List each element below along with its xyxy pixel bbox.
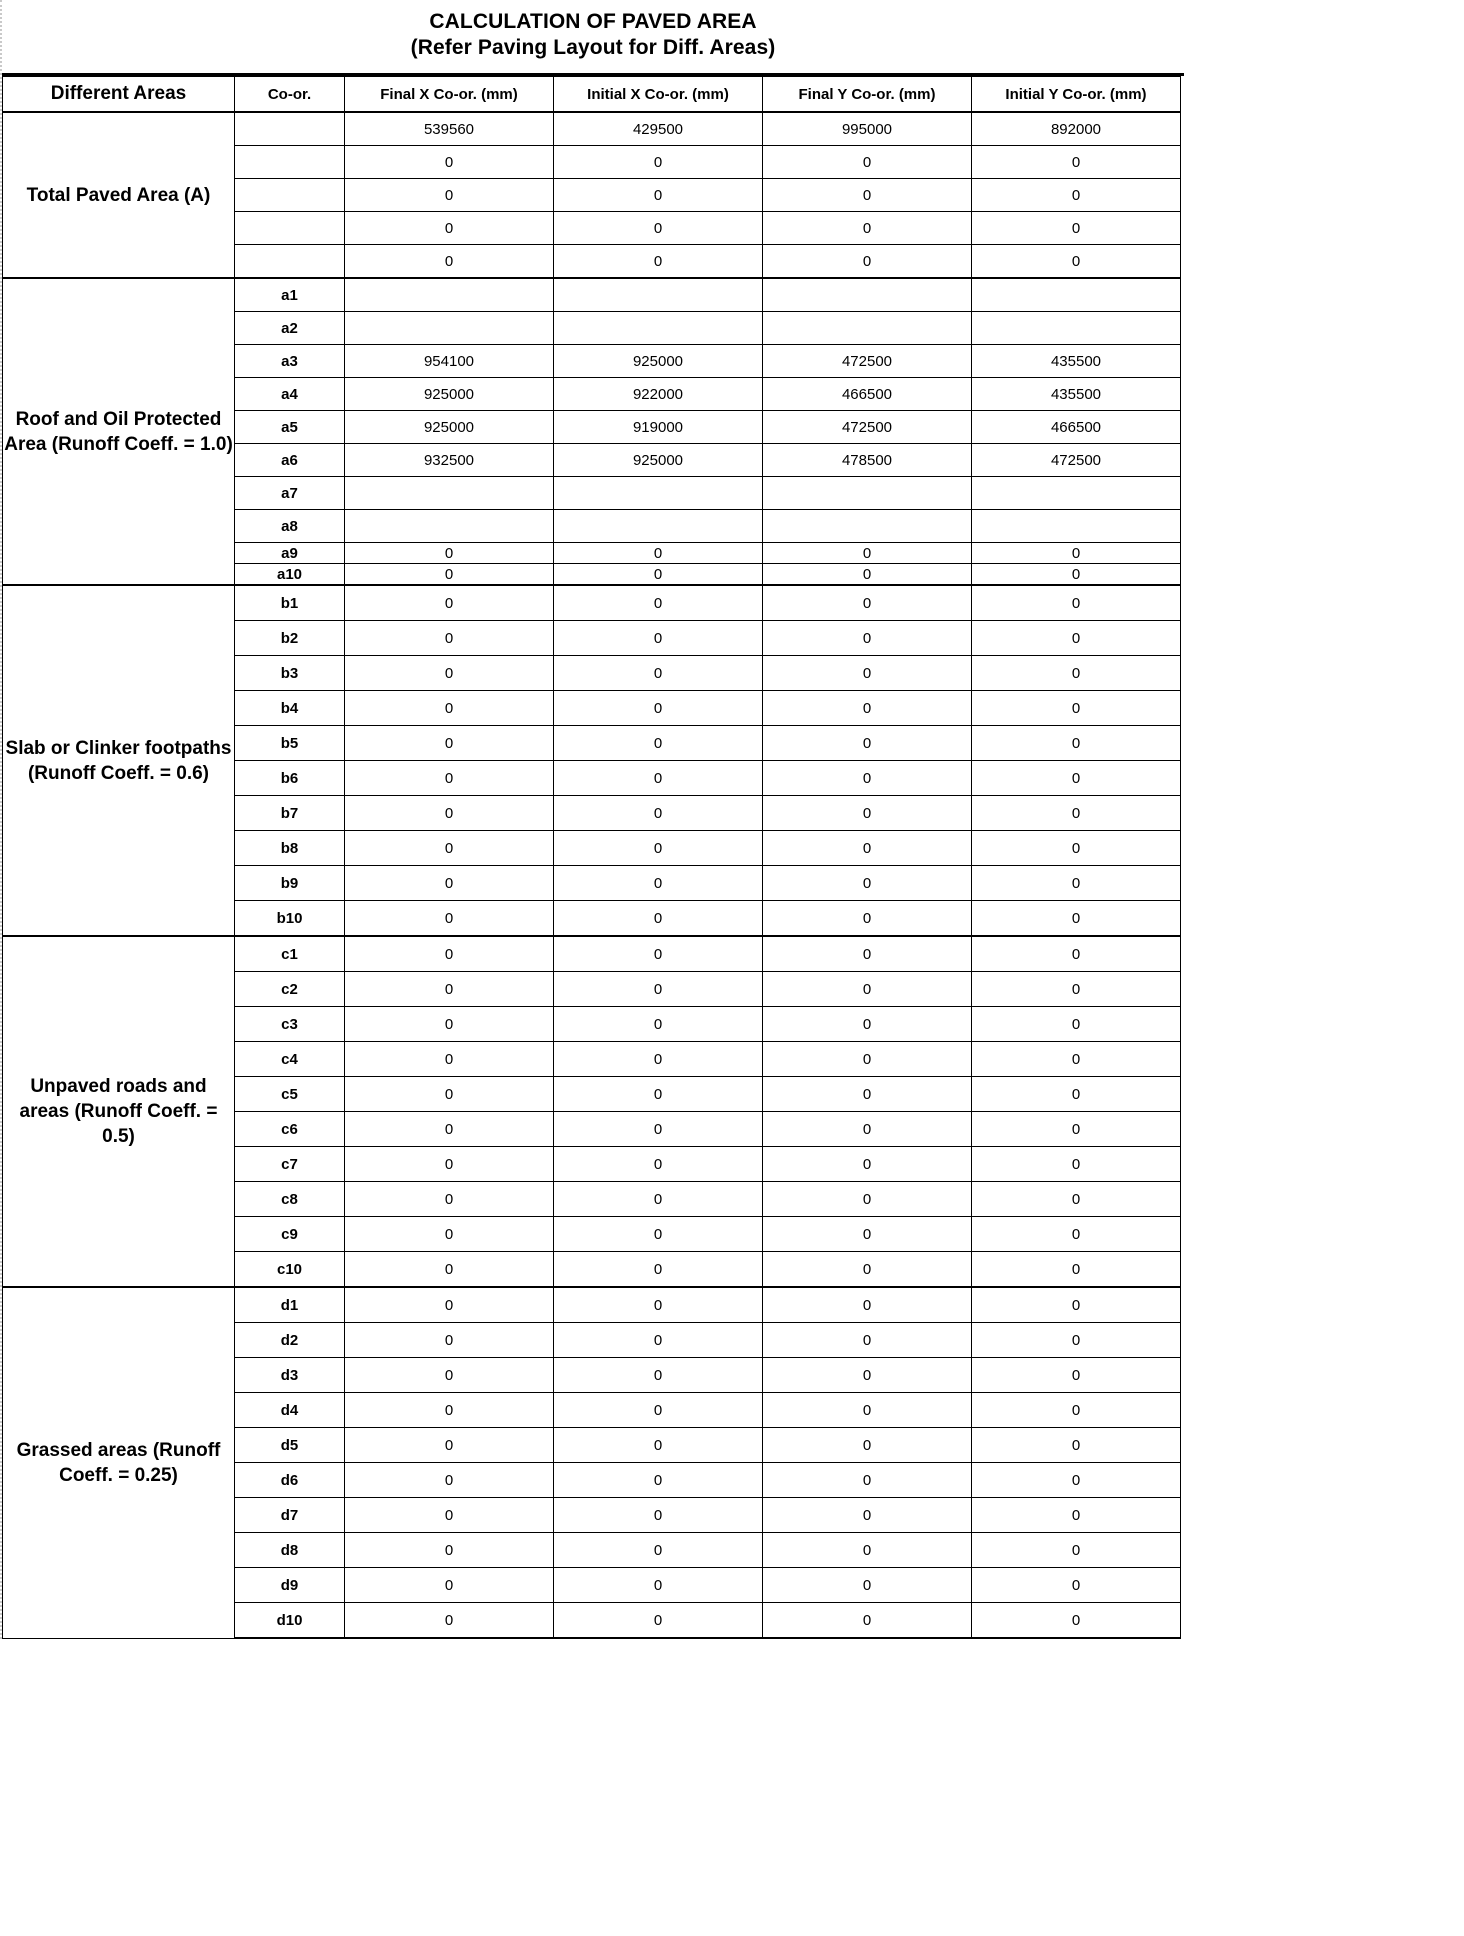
initial-y-cell[interactable]: 0 [972, 761, 1181, 796]
initial-x-cell[interactable]: 0 [554, 1217, 763, 1252]
initial-y-cell[interactable]: 0 [972, 831, 1181, 866]
final-x-cell[interactable]: 0 [345, 1358, 554, 1393]
coor-label-cell[interactable]: c7 [235, 1147, 345, 1182]
coor-label-cell[interactable] [235, 179, 345, 212]
final-x-cell[interactable]: 0 [345, 179, 554, 212]
area-group-label: Total Paved Area (A) [3, 112, 235, 278]
initial-x-cell[interactable]: 0 [554, 245, 763, 279]
initial-y-cell[interactable]: 0 [972, 1533, 1181, 1568]
final-x-cell[interactable]: 0 [345, 245, 554, 279]
final-x-cell[interactable]: 0 [345, 564, 554, 586]
final-y-cell[interactable]: 0 [763, 866, 972, 901]
final-x-cell[interactable]: 0 [345, 1077, 554, 1112]
final-x-cell[interactable]: 0 [345, 1428, 554, 1463]
paved-area-table [2, 76, 1181, 1639]
final-y-cell[interactable]: 0 [763, 1147, 972, 1182]
final-y-cell[interactable]: 466500 [763, 378, 972, 411]
table-row [3, 1287, 1181, 1323]
initial-y-cell[interactable]: 435500 [972, 378, 1181, 411]
final-y-cell[interactable]: 0 [763, 1287, 972, 1323]
final-x-cell[interactable]: 0 [345, 621, 554, 656]
final-y-cell[interactable]: 0 [763, 212, 972, 245]
initial-y-cell[interactable]: 0 [972, 1568, 1181, 1603]
final-y-cell[interactable]: 0 [763, 1533, 972, 1568]
initial-y-cell[interactable]: 0 [972, 1428, 1181, 1463]
final-y-cell[interactable]: 0 [763, 543, 972, 564]
initial-y-cell[interactable] [972, 312, 1181, 345]
final-y-cell[interactable]: 0 [763, 936, 972, 972]
final-x-cell[interactable]: 0 [345, 1252, 554, 1288]
final-y-cell[interactable]: 0 [763, 1112, 972, 1147]
initial-x-cell[interactable]: 0 [554, 1147, 763, 1182]
initial-y-cell[interactable]: 0 [972, 1603, 1181, 1639]
initial-y-cell[interactable]: 892000 [972, 112, 1181, 146]
final-x-cell[interactable]: 539560 [345, 112, 554, 146]
final-y-cell[interactable]: 0 [763, 1323, 972, 1358]
coor-label-cell[interactable]: c10 [235, 1252, 345, 1288]
initial-x-cell[interactable]: 0 [554, 179, 763, 212]
initial-y-cell[interactable]: 0 [972, 796, 1181, 831]
initial-x-cell[interactable]: 922000 [554, 378, 763, 411]
final-y-cell[interactable]: 0 [763, 1358, 972, 1393]
column-header-initial-y: Initial Y Co-or. (mm) [972, 77, 1181, 113]
final-y-cell[interactable]: 0 [763, 1217, 972, 1252]
final-y-cell[interactable] [763, 312, 972, 345]
initial-y-cell[interactable]: 466500 [972, 411, 1181, 444]
initial-y-cell[interactable]: 0 [972, 1007, 1181, 1042]
final-y-cell[interactable]: 0 [763, 1182, 972, 1217]
initial-y-cell[interactable]: 0 [972, 1147, 1181, 1182]
coor-label-cell[interactable]: c4 [235, 1042, 345, 1077]
initial-x-cell[interactable]: 0 [554, 564, 763, 586]
initial-y-cell[interactable]: 0 [972, 564, 1181, 586]
final-x-cell[interactable]: 0 [345, 1323, 554, 1358]
initial-x-cell[interactable]: 0 [554, 831, 763, 866]
final-x-cell[interactable]: 0 [345, 1568, 554, 1603]
initial-x-cell[interactable]: 0 [554, 866, 763, 901]
table-row [3, 112, 1181, 146]
initial-y-cell[interactable]: 0 [972, 1287, 1181, 1323]
initial-y-cell[interactable]: 0 [972, 1217, 1181, 1252]
initial-x-cell[interactable]: 0 [554, 621, 763, 656]
final-y-cell[interactable]: 472500 [763, 411, 972, 444]
coor-label-cell[interactable]: a1 [235, 278, 345, 312]
initial-y-cell[interactable]: 0 [972, 1077, 1181, 1112]
final-y-cell[interactable]: 0 [763, 1428, 972, 1463]
initial-x-cell[interactable]: 0 [554, 761, 763, 796]
final-x-cell[interactable]: 0 [345, 1042, 554, 1077]
initial-x-cell[interactable]: 0 [554, 585, 763, 621]
final-x-cell[interactable]: 0 [345, 726, 554, 761]
initial-y-cell[interactable]: 0 [972, 726, 1181, 761]
table-row [3, 936, 1181, 972]
final-x-cell[interactable]: 0 [345, 1603, 554, 1639]
initial-y-cell[interactable]: 0 [972, 866, 1181, 901]
final-y-cell[interactable]: 0 [763, 656, 972, 691]
final-y-cell[interactable]: 0 [763, 621, 972, 656]
coor-label-cell[interactable]: c3 [235, 1007, 345, 1042]
coor-label-cell[interactable]: b5 [235, 726, 345, 761]
coor-label-cell[interactable]: d7 [235, 1498, 345, 1533]
final-x-cell[interactable]: 0 [345, 1112, 554, 1147]
coor-label-cell[interactable]: d3 [235, 1358, 345, 1393]
final-x-cell[interactable]: 0 [345, 146, 554, 179]
document-title-block [2, 0, 1184, 76]
initial-x-cell[interactable]: 0 [554, 1007, 763, 1042]
coor-label-cell[interactable]: d8 [235, 1533, 345, 1568]
initial-x-cell[interactable]: 0 [554, 543, 763, 564]
initial-x-cell[interactable]: 0 [554, 146, 763, 179]
initial-y-cell[interactable] [972, 278, 1181, 312]
final-y-cell[interactable]: 0 [763, 726, 972, 761]
final-y-cell[interactable]: 0 [763, 1252, 972, 1288]
coor-label-cell[interactable]: c2 [235, 972, 345, 1007]
final-y-cell[interactable] [763, 278, 972, 312]
coor-label-cell[interactable]: b6 [235, 761, 345, 796]
final-x-cell[interactable]: 954100 [345, 345, 554, 378]
initial-y-cell[interactable]: 0 [972, 1358, 1181, 1393]
area-group-label: Grassed areas (Runoff Coeff. = 0.25) [3, 1287, 235, 1638]
initial-x-cell[interactable]: 0 [554, 691, 763, 726]
final-x-cell[interactable]: 0 [345, 1182, 554, 1217]
initial-x-cell[interactable]: 0 [554, 1287, 763, 1323]
initial-y-cell[interactable]: 0 [972, 1252, 1181, 1288]
final-y-cell[interactable]: 0 [763, 564, 972, 586]
coor-label-cell[interactable]: a5 [235, 411, 345, 444]
initial-y-cell[interactable]: 0 [972, 543, 1181, 564]
initial-x-cell[interactable] [554, 477, 763, 510]
final-y-cell[interactable]: 0 [763, 1498, 972, 1533]
initial-x-cell[interactable] [554, 278, 763, 312]
final-y-cell[interactable] [763, 510, 972, 543]
initial-y-cell[interactable] [972, 510, 1181, 543]
initial-x-cell[interactable]: 0 [554, 936, 763, 972]
coor-label-cell[interactable]: a9 [235, 543, 345, 564]
coor-label-cell[interactable] [235, 112, 345, 146]
column-header-coor: Co-or. [235, 77, 345, 113]
area-group-label: Unpaved roads and areas (Runoff Coeff. = 0.5) [3, 936, 235, 1287]
coor-label-cell[interactable]: b10 [235, 901, 345, 937]
final-y-cell[interactable]: 0 [763, 179, 972, 212]
final-x-cell[interactable]: 0 [345, 796, 554, 831]
final-y-cell[interactable]: 0 [763, 796, 972, 831]
table-row [3, 278, 1181, 312]
initial-y-cell[interactable]: 0 [972, 936, 1181, 972]
final-x-cell[interactable]: 0 [345, 1463, 554, 1498]
initial-y-cell[interactable]: 0 [972, 1393, 1181, 1428]
final-x-cell[interactable]: 0 [345, 831, 554, 866]
final-x-cell[interactable]: 0 [345, 1393, 554, 1428]
final-y-cell[interactable]: 995000 [763, 112, 972, 146]
initial-y-cell[interactable]: 0 [972, 146, 1181, 179]
initial-x-cell[interactable]: 0 [554, 1393, 763, 1428]
final-x-cell[interactable]: 0 [345, 936, 554, 972]
final-y-cell[interactable]: 0 [763, 1393, 972, 1428]
final-x-cell[interactable]: 0 [345, 972, 554, 1007]
initial-x-cell[interactable]: 0 [554, 212, 763, 245]
page-title: CALCULATION OF PAVED AREA [429, 10, 757, 33]
coor-label-cell[interactable]: b9 [235, 866, 345, 901]
final-y-cell[interactable]: 0 [763, 1042, 972, 1077]
initial-x-cell[interactable]: 0 [554, 1498, 763, 1533]
coor-label-cell[interactable]: d5 [235, 1428, 345, 1463]
initial-x-cell[interactable]: 0 [554, 1112, 763, 1147]
table-header [3, 77, 1181, 113]
final-y-cell[interactable]: 0 [763, 901, 972, 937]
final-x-cell[interactable]: 0 [345, 656, 554, 691]
final-x-cell[interactable]: 0 [345, 761, 554, 796]
initial-x-cell[interactable]: 0 [554, 1182, 763, 1217]
coor-label-cell[interactable]: d10 [235, 1603, 345, 1639]
initial-y-cell[interactable]: 472500 [972, 444, 1181, 477]
final-x-cell[interactable]: 0 [345, 212, 554, 245]
coor-label-cell[interactable]: a8 [235, 510, 345, 543]
final-x-cell[interactable]: 925000 [345, 411, 554, 444]
column-header-initial-x: Initial X Co-or. (mm) [554, 77, 763, 113]
table-row [3, 585, 1181, 621]
initial-y-cell[interactable]: 0 [972, 179, 1181, 212]
coor-label-cell[interactable]: b7 [235, 796, 345, 831]
initial-x-cell[interactable]: 925000 [554, 444, 763, 477]
final-y-cell[interactable]: 0 [763, 972, 972, 1007]
table-header-row [3, 77, 1181, 113]
final-y-cell[interactable]: 0 [763, 1463, 972, 1498]
initial-x-cell[interactable] [554, 312, 763, 345]
final-x-cell[interactable]: 925000 [345, 378, 554, 411]
final-x-cell[interactable]: 0 [345, 543, 554, 564]
coor-label-cell[interactable]: b4 [235, 691, 345, 726]
final-x-cell[interactable]: 0 [345, 866, 554, 901]
coor-label-cell[interactable] [235, 146, 345, 179]
coor-label-cell[interactable]: a10 [235, 564, 345, 586]
initial-x-cell[interactable]: 0 [554, 796, 763, 831]
coor-label-cell[interactable]: a7 [235, 477, 345, 510]
initial-y-cell[interactable]: 0 [972, 1182, 1181, 1217]
coor-label-cell[interactable]: c8 [235, 1182, 345, 1217]
initial-y-cell[interactable]: 0 [972, 1112, 1181, 1147]
coor-label-cell[interactable]: a4 [235, 378, 345, 411]
final-x-cell[interactable]: 0 [345, 691, 554, 726]
initial-x-cell[interactable]: 0 [554, 1042, 763, 1077]
coor-label-cell[interactable]: d2 [235, 1323, 345, 1358]
coor-label-cell[interactable]: a6 [235, 444, 345, 477]
final-x-cell[interactable] [345, 477, 554, 510]
initial-y-cell[interactable]: 0 [972, 621, 1181, 656]
final-y-cell[interactable]: 0 [763, 761, 972, 796]
initial-y-cell[interactable]: 435500 [972, 345, 1181, 378]
coor-label-cell[interactable]: b8 [235, 831, 345, 866]
coor-label-cell[interactable]: b1 [235, 585, 345, 621]
coor-label-cell[interactable]: c9 [235, 1217, 345, 1252]
final-x-cell[interactable]: 0 [345, 1498, 554, 1533]
initial-y-cell[interactable]: 0 [972, 656, 1181, 691]
coor-label-cell[interactable]: b3 [235, 656, 345, 691]
final-x-cell[interactable]: 0 [345, 901, 554, 937]
coor-label-cell[interactable]: d4 [235, 1393, 345, 1428]
column-header-different-areas: Different Areas [3, 77, 235, 113]
initial-y-cell[interactable]: 0 [972, 1498, 1181, 1533]
final-y-cell[interactable]: 472500 [763, 345, 972, 378]
final-y-cell[interactable]: 0 [763, 245, 972, 279]
initial-x-cell[interactable]: 0 [554, 1323, 763, 1358]
coor-label-cell[interactable]: c5 [235, 1077, 345, 1112]
coor-label-cell[interactable] [235, 245, 345, 279]
final-x-cell[interactable]: 0 [345, 1147, 554, 1182]
coor-label-cell[interactable]: d6 [235, 1463, 345, 1498]
coor-label-cell[interactable]: a3 [235, 345, 345, 378]
initial-x-cell[interactable]: 919000 [554, 411, 763, 444]
coor-label-cell[interactable]: c6 [235, 1112, 345, 1147]
coor-label-cell[interactable]: c1 [235, 936, 345, 972]
final-y-cell[interactable]: 0 [763, 1007, 972, 1042]
final-x-cell[interactable]: 0 [345, 1217, 554, 1252]
coor-label-cell[interactable]: d1 [235, 1287, 345, 1323]
initial-y-cell[interactable]: 0 [972, 901, 1181, 937]
initial-x-cell[interactable]: 0 [554, 1252, 763, 1288]
final-x-cell[interactable]: 0 [345, 1007, 554, 1042]
initial-y-cell[interactable]: 0 [972, 1323, 1181, 1358]
final-x-cell[interactable] [345, 312, 554, 345]
initial-x-cell[interactable]: 0 [554, 901, 763, 937]
initial-y-cell[interactable]: 0 [972, 691, 1181, 726]
final-y-cell[interactable]: 0 [763, 585, 972, 621]
initial-x-cell[interactable]: 0 [554, 1358, 763, 1393]
initial-x-cell[interactable]: 0 [554, 726, 763, 761]
initial-y-cell[interactable]: 0 [972, 1042, 1181, 1077]
initial-y-cell[interactable]: 0 [972, 972, 1181, 1007]
initial-x-cell[interactable] [554, 510, 763, 543]
initial-x-cell[interactable]: 0 [554, 972, 763, 1007]
initial-x-cell[interactable]: 0 [554, 1603, 763, 1639]
initial-y-cell[interactable]: 0 [972, 1463, 1181, 1498]
initial-y-cell[interactable]: 0 [972, 212, 1181, 245]
initial-x-cell[interactable]: 0 [554, 1463, 763, 1498]
initial-x-cell[interactable]: 0 [554, 1568, 763, 1603]
final-x-cell[interactable] [345, 278, 554, 312]
final-x-cell[interactable]: 0 [345, 585, 554, 621]
page-subtitle: (Refer Paving Layout for Diff. Areas) [410, 36, 776, 59]
final-x-cell[interactable]: 0 [345, 1287, 554, 1323]
final-x-cell[interactable]: 932500 [345, 444, 554, 477]
initial-y-cell[interactable]: 0 [972, 245, 1181, 279]
coor-label-cell[interactable]: b2 [235, 621, 345, 656]
column-header-final-x: Final X Co-or. (mm) [345, 77, 554, 113]
final-y-cell[interactable]: 0 [763, 1568, 972, 1603]
initial-y-cell[interactable] [972, 477, 1181, 510]
final-y-cell[interactable]: 0 [763, 831, 972, 866]
initial-y-cell[interactable]: 0 [972, 585, 1181, 621]
final-x-cell[interactable] [345, 510, 554, 543]
area-group-label: Roof and Oil Protected Area (Runoff Coeff. = 1.0) [3, 278, 235, 585]
final-y-cell[interactable]: 0 [763, 146, 972, 179]
initial-x-cell[interactable]: 0 [554, 1428, 763, 1463]
table-body [3, 112, 1181, 1638]
coor-label-cell[interactable]: a2 [235, 312, 345, 345]
area-group-label: Slab or Clinker footpaths (Runoff Coeff. = 0.6) [3, 585, 235, 936]
initial-x-cell[interactable]: 0 [554, 656, 763, 691]
final-y-cell[interactable]: 0 [763, 1077, 972, 1112]
final-y-cell[interactable]: 478500 [763, 444, 972, 477]
final-y-cell[interactable]: 0 [763, 1603, 972, 1639]
initial-x-cell[interactable]: 925000 [554, 345, 763, 378]
final-y-cell[interactable] [763, 477, 972, 510]
initial-x-cell[interactable]: 429500 [554, 112, 763, 146]
coor-label-cell[interactable] [235, 212, 345, 245]
coor-label-cell[interactable]: d9 [235, 1568, 345, 1603]
initial-x-cell[interactable]: 0 [554, 1077, 763, 1112]
initial-x-cell[interactable]: 0 [554, 1533, 763, 1568]
final-y-cell[interactable]: 0 [763, 691, 972, 726]
final-x-cell[interactable]: 0 [345, 1533, 554, 1568]
column-header-final-y: Final Y Co-or. (mm) [763, 77, 972, 113]
